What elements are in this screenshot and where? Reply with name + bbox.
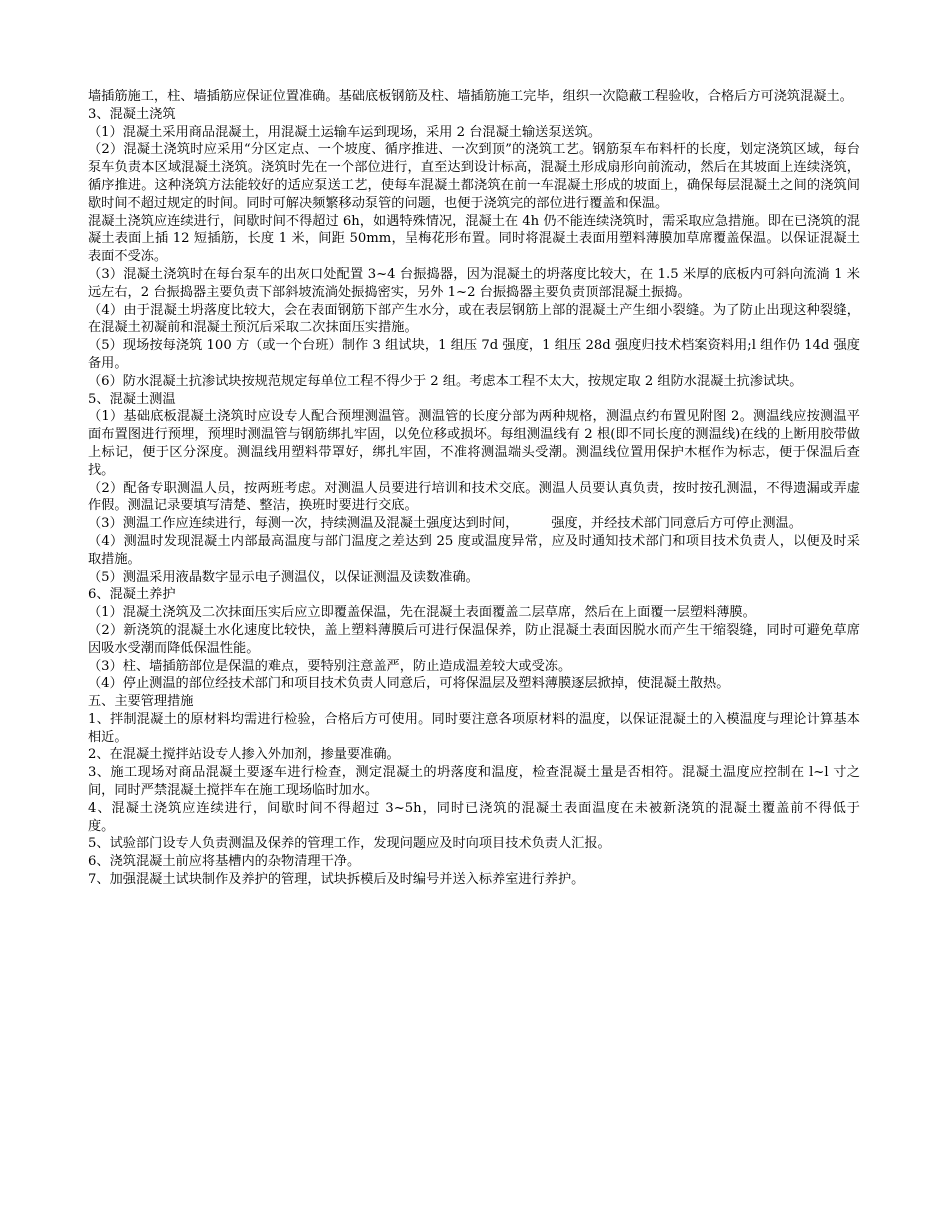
- paragraph-curing-4: （4）停止测温的部位经技术部门和项目技术负责人同意后，可将保温层及塑料薄膜逐层掀掉，使混凝土散热。: [88, 676, 730, 692]
- paragraph-mgmt-4: 4、混凝土浇筑应连续进行，间歇时间不得超过 3~5h，同时已浇筑的混凝土表面温度在未被新浇筑的混凝土覆盖前不得低于 度。: [88, 800, 887, 834]
- paragraph-temp-1: （1）基础底板混凝土浇筑时应设专人配合预埋测温管。测温管的长度分部为两种规格，测温点约布置见附图 2。测温线应按测温平面布置图进行预埋，预埋时测温管与钢筋绑扎牢固，以免位移或损坏。每组测温线有 2 根(即不同长度的测温线)在线的上断用胶带做上标记，便于区分深度。测温线用塑料带罩好，绑扎牢固，不准将测温端头受潮。测温线位置用保护木框作为标志，便于保温后查找。: [88, 409, 860, 478]
- paragraph-pour-1: （1）混凝土采用商品混凝土，用混凝土运输车运到现场，采用 2 台混凝土输送泵送筑。: [88, 124, 602, 140]
- paragraph-mgmt-6: 6、浇筑混凝土前应将基槽内的杂物清理干净。: [88, 854, 361, 870]
- paragraph-mgmt-3: 3、施工现场对商品混凝土要逐车进行检查，测定混凝土的坍落度和温度，检查混凝土量是否相符。混凝土温度应控制在 l~l 寸之间，同时严禁混凝土搅拌车在施工现场临时加水。: [88, 765, 860, 799]
- paragraph-curing-3: （3）柱、墙插筋部位是保温的难点，要特别注意盖严，防止造成温差较大或受冻。: [88, 658, 572, 674]
- paragraph-pour-2: （2）混凝土浇筑时应采用“分区定点、一个坡度、循序推进、一次到顶”的浇筑工艺。钢筋泵车布料杆的长度，划定浇筑区域，每台泵车负责本区域混凝土浇筑。浇筑时先在一个部位进行，直至达到设计标高，混凝土形成扇形向前流动，然后在其坡面上连续浇筑，循序推进。这种浇筑方法能较好的适应泵送工艺，使每车混凝土都浇筑在前一车混凝土形成的坡面上，确保每层混凝土之间的浇筑间歇时间不超过规定的时间。同时可解决频繁移动泵管的问题，也便于浇筑完的部位进行覆盖和保温。: [88, 142, 860, 211]
- paragraph-temp-3: （3）测温工作应连续进行，每测一次，持续测温及混凝土强度达到时间， 强度，并经技术部门同意后方可停止测温。: [88, 516, 802, 532]
- paragraph-curing-1: （1）混凝土浇筑及二次抹面压实后应立即覆盖保温，先在混凝土表面覆盖二层草席，然后在上面覆一层塑料薄膜。: [88, 605, 756, 621]
- paragraph-temp-5: （5）测温采用液晶数字显示电子测温仪，以保证测温及读数准确。: [88, 569, 479, 585]
- paragraph-rebar-inspection: 墙插筋施工，柱、墙插筋应保证位置准确。基础底板钢筋及柱、墙插筋施工完毕，组织一次隐蔽工程验收，合格后方可浇筑混凝土。: [88, 89, 853, 104]
- paragraph-curing-2: （2）新浇筑的混凝土水化速度比较快，盖上塑料薄膜后可进行保温保养，防止混凝土表面因脱水而产生干缩裂缝，同时可避免草席因吸水受潮而降低保温性能。: [88, 622, 860, 656]
- paragraph-mgmt-5: 5、试验部门设专人负责测温及保养的管理工作，发现问题应及时向项目技术负责人汇报。: [88, 836, 611, 852]
- document-page: [88, 88, 887, 889]
- section-heading-management: 五、主要管理措施: [88, 694, 194, 710]
- paragraph-pour-4: （4）由于混凝土坍落度比较大，会在表面钢筋下部产生水分，或在表层钢筋上部的混凝土产生细小裂缝。为了防止出现这种裂缝，在混凝土初凝前和混凝土预沉后采取二次抹面压实措施。: [88, 302, 860, 336]
- section-heading-temperature: 5、混凝土测温: [88, 391, 176, 407]
- paragraph-temp-2: （2）配备专职测温人员，按两班考虑。对测温人员要进行培训和技术交底。测温人员要认真负责，按时按孔测温，不得遗漏或弄虚作假。测温记录要填写清楚、整洁，换班时要进行交底。: [88, 480, 860, 514]
- section-heading-curing: 6、混凝土养护: [88, 587, 176, 603]
- paragraph-mgmt-2: 2、在混凝土搅拌站设专人掺入外加剂，掺量要准确。: [88, 747, 400, 763]
- section-heading-concrete-pouring: 3、混凝土浇筑: [88, 106, 176, 122]
- paragraph-mgmt-1: 1、拌制混凝土的原材料均需进行检验，合格后方可使用。同时要注意各项原材料的温度，以保证混凝土的入模温度与理论计算基本相近。: [88, 711, 860, 745]
- paragraph-mgmt-7: 7、加强混凝土试块制作及养护的管理，试块拆模后及时编号并送入标养室进行养护。: [88, 872, 585, 888]
- paragraph-pour-3: （3）混凝土浇筑时在每台泵车的出灰口处配置 3~4 台振捣器，因为混凝土的坍落度比较大，在 1.5 米厚的底板内可斜向流淌 1 米远左右，2 台振捣器主要负责下部斜坡流淌处振捣密实，另外 1~2 台振捣器主要负责顶部混凝土振捣。: [88, 266, 860, 300]
- paragraph-pour-continuous: 混凝土浇筑应连续进行，间歇时间不得超过 6h，如遇特殊情况，混凝土在 4h 仍不能连续浇筑时，需采取应急措施。即在已浇筑的混凝土表面上插 12 短插筋，长度 1 米，间距 50mm，呈梅花形布置。同时将混凝土表面用塑料薄膜加草席覆盖保温。以保证混凝土表面不受冻。: [88, 213, 860, 265]
- paragraph-pour-5: （5）现场按每浇筑 100 方（或一个台班）制作 3 组试块，1 组压 7d 强度，1 组压 28d 强度归技术档案资料用;l 组作仍 14d 强度备用。: [88, 338, 860, 371]
- paragraph-temp-4: （4）测温时发现混凝土内部最高温度与部门温度之差达到 25 度或温度异常，应及时通知技术部门和项目技术负责人，以便及时采取措施。: [88, 533, 860, 567]
- paragraph-pour-6: （6）防水混凝土抗渗试块按规范规定每单位工程不得少于 2 组。考虑本工程不太大，按规定取 2 组防水混凝土抗渗试块。: [88, 373, 803, 389]
